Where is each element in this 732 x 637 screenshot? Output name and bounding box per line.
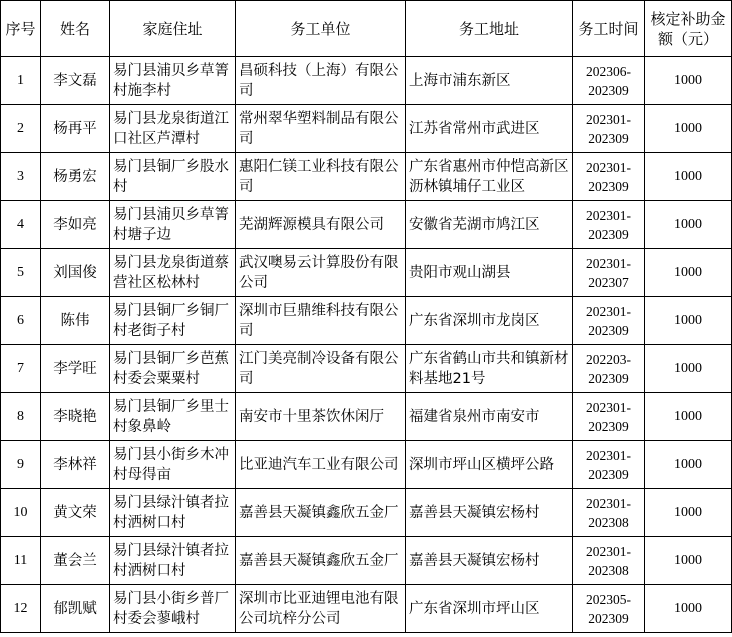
- work-time-end: 202309: [588, 370, 629, 386]
- cell-home: 易门县小街乡木冲村母得亩: [110, 441, 236, 489]
- cell-amount: 1000: [645, 105, 732, 153]
- work-time-end: 202309: [588, 178, 629, 194]
- cell-work-time: [573, 489, 645, 537]
- cell-amount: 1000: [645, 345, 732, 393]
- cell-name: 董会兰: [41, 537, 110, 585]
- cell-seq: 10: [1, 489, 41, 537]
- table-row: [1, 393, 732, 441]
- work-time-end: 202309: [588, 322, 629, 338]
- cell-employer: 南安市十里茶饮休闲厅: [236, 393, 406, 441]
- table-row: [1, 201, 732, 249]
- work-time-start: 202306-: [586, 63, 631, 79]
- cell-work-time: [573, 393, 645, 441]
- cell-employer: 芜湖辉源模具有限公司: [236, 201, 406, 249]
- cell-work-address: 安徽省芜湖市鸠江区: [406, 201, 573, 249]
- cell-amount: 1000: [645, 249, 732, 297]
- cell-work-address: 深圳市坪山区横坪公路: [406, 441, 573, 489]
- cell-employer: 常州翠华塑料制品有限公司: [236, 105, 406, 153]
- cell-seq: 1: [1, 57, 41, 105]
- cell-name: 李文磊: [41, 57, 110, 105]
- cell-home: 易门县龙泉街道江口社区芦潭村: [110, 105, 236, 153]
- table-row: [1, 345, 732, 393]
- cell-seq: 11: [1, 537, 41, 585]
- work-time-start: 202301-: [586, 447, 631, 463]
- cell-seq: 12: [1, 585, 41, 633]
- cell-home: 易门县绿汁镇者拉村洒树口村: [110, 489, 236, 537]
- cell-amount: 1000: [645, 393, 732, 441]
- cell-name: 李林祥: [41, 441, 110, 489]
- cell-amount: 1000: [645, 57, 732, 105]
- cell-work-time: [573, 441, 645, 489]
- cell-work-time: [573, 249, 645, 297]
- work-time-start: 202301-: [586, 207, 631, 223]
- work-time-start: 202301-: [586, 399, 631, 415]
- cell-work-time: [573, 201, 645, 249]
- cell-name: 刘国俊: [41, 249, 110, 297]
- cell-work-time: [573, 297, 645, 345]
- table-body: [1, 57, 732, 633]
- work-time-end: 202308: [588, 514, 629, 530]
- cell-employer: 比亚迪汽车工业有限公司: [236, 441, 406, 489]
- header-row: [1, 1, 732, 57]
- cell-name: 李晓艳: [41, 393, 110, 441]
- cell-employer: 嘉善县天凝镇鑫欣五金厂: [236, 489, 406, 537]
- cell-employer: 昌硕科技（上海）有限公司: [236, 57, 406, 105]
- cell-work-address: 上海市浦东新区: [406, 57, 573, 105]
- cell-seq: 3: [1, 153, 41, 201]
- cell-amount: 1000: [645, 537, 732, 585]
- work-time-end: 202309: [588, 418, 629, 434]
- cell-home: 易门县铜厂乡铜厂村老街子村: [110, 297, 236, 345]
- cell-work-address: 嘉善县天凝镇宏杨村: [406, 489, 573, 537]
- cell-work-address: 广东省惠州市仲恺高新区沥林镇埔仔工业区: [406, 153, 573, 201]
- cell-work-address: 广东省深圳市龙岗区: [406, 297, 573, 345]
- cell-name: 陈伟: [41, 297, 110, 345]
- work-time-start: 202301-: [586, 159, 631, 175]
- cell-amount: 1000: [645, 489, 732, 537]
- cell-work-time: [573, 537, 645, 585]
- cell-name: 杨再平: [41, 105, 110, 153]
- cell-home: 易门县铜厂乡里士村象鼻岭: [110, 393, 236, 441]
- cell-employer: 深圳市比亚迪锂电池有限公司坑梓分公司: [236, 585, 406, 633]
- cell-seq: 4: [1, 201, 41, 249]
- table-row: [1, 441, 732, 489]
- cell-seq: 8: [1, 393, 41, 441]
- cell-name: 郁凯赋: [41, 585, 110, 633]
- work-time-end: 202308: [588, 562, 629, 578]
- work-time-end: 202309: [588, 610, 629, 626]
- work-time-start: 202301-: [586, 255, 631, 271]
- work-time-end: 202309: [588, 82, 629, 98]
- cell-amount: 1000: [645, 297, 732, 345]
- cell-work-address: 广东省鹤山市共和镇新材料基地21号: [406, 345, 573, 393]
- header-subsidy: 核定补助金额（元）: [645, 1, 732, 57]
- table-row: [1, 153, 732, 201]
- work-time-start: 202301-: [586, 111, 631, 127]
- cell-amount: 1000: [645, 153, 732, 201]
- table-row: [1, 297, 732, 345]
- cell-seq: 2: [1, 105, 41, 153]
- header-employer: 务工单位: [236, 1, 406, 57]
- cell-home: 易门县龙泉街道蔡营社区松林村: [110, 249, 236, 297]
- cell-work-time: [573, 585, 645, 633]
- work-time-end: 202309: [588, 226, 629, 242]
- work-time-end: 202309: [588, 466, 629, 482]
- cell-work-time: [573, 345, 645, 393]
- cell-work-address: 贵阳市观山湖县: [406, 249, 573, 297]
- cell-home: 易门县铜厂乡芭蕉村委会粟粟村: [110, 345, 236, 393]
- cell-employer: 嘉善县天凝镇鑫欣五金厂: [236, 537, 406, 585]
- header-seq: 序号: [1, 1, 41, 57]
- cell-name: 李学旺: [41, 345, 110, 393]
- table-row: [1, 57, 732, 105]
- header-work-time: 务工时间: [573, 1, 645, 57]
- table-row: [1, 537, 732, 585]
- cell-employer: 惠阳仁镁工业科技有限公司: [236, 153, 406, 201]
- cell-amount: 1000: [645, 441, 732, 489]
- cell-name: 李如亮: [41, 201, 110, 249]
- cell-seq: 9: [1, 441, 41, 489]
- table-row: [1, 249, 732, 297]
- work-time-start: 202305-: [586, 591, 631, 607]
- cell-amount: 1000: [645, 585, 732, 633]
- cell-work-time: [573, 153, 645, 201]
- cell-employer: 江门美亮制冷设备有限公司: [236, 345, 406, 393]
- work-time-end: 202307: [588, 274, 629, 290]
- cell-home: 易门县浦贝乡草箐村塘子边: [110, 201, 236, 249]
- work-time-start: 202203-: [586, 351, 631, 367]
- work-time-end: 202309: [588, 130, 629, 146]
- work-time-start: 202301-: [586, 543, 631, 559]
- cell-seq: 5: [1, 249, 41, 297]
- cell-name: 杨勇宏: [41, 153, 110, 201]
- table-row: [1, 105, 732, 153]
- cell-amount: 1000: [645, 201, 732, 249]
- cell-work-address: 嘉善县天凝镇宏杨村: [406, 537, 573, 585]
- header-work-address: 务工地址: [406, 1, 573, 57]
- cell-work-address: 江苏省常州市武进区: [406, 105, 573, 153]
- cell-employer: 深圳市巨鼎维科技有限公司: [236, 297, 406, 345]
- cell-seq: 6: [1, 297, 41, 345]
- cell-home: 易门县绿汁镇者拉村洒树口村: [110, 537, 236, 585]
- table-row: [1, 489, 732, 537]
- cell-name: 黄文荣: [41, 489, 110, 537]
- header-name: 姓名: [41, 1, 110, 57]
- header-home: 家庭住址: [110, 1, 236, 57]
- work-time-start: 202301-: [586, 495, 631, 511]
- cell-home: 易门县铜厂乡股水村: [110, 153, 236, 201]
- cell-seq: 7: [1, 345, 41, 393]
- work-time-start: 202301-: [586, 303, 631, 319]
- cell-home: 易门县浦贝乡草箐村施李村: [110, 57, 236, 105]
- cell-home: 易门县小街乡普厂村委会蓼峨村: [110, 585, 236, 633]
- cell-work-time: [573, 105, 645, 153]
- cell-work-address: 福建省泉州市南安市: [406, 393, 573, 441]
- cell-employer: 武汉噢易云计算股份有限公司: [236, 249, 406, 297]
- cell-work-address: 广东省深圳市坪山区: [406, 585, 573, 633]
- cell-work-time: [573, 57, 645, 105]
- table-row: [1, 585, 732, 633]
